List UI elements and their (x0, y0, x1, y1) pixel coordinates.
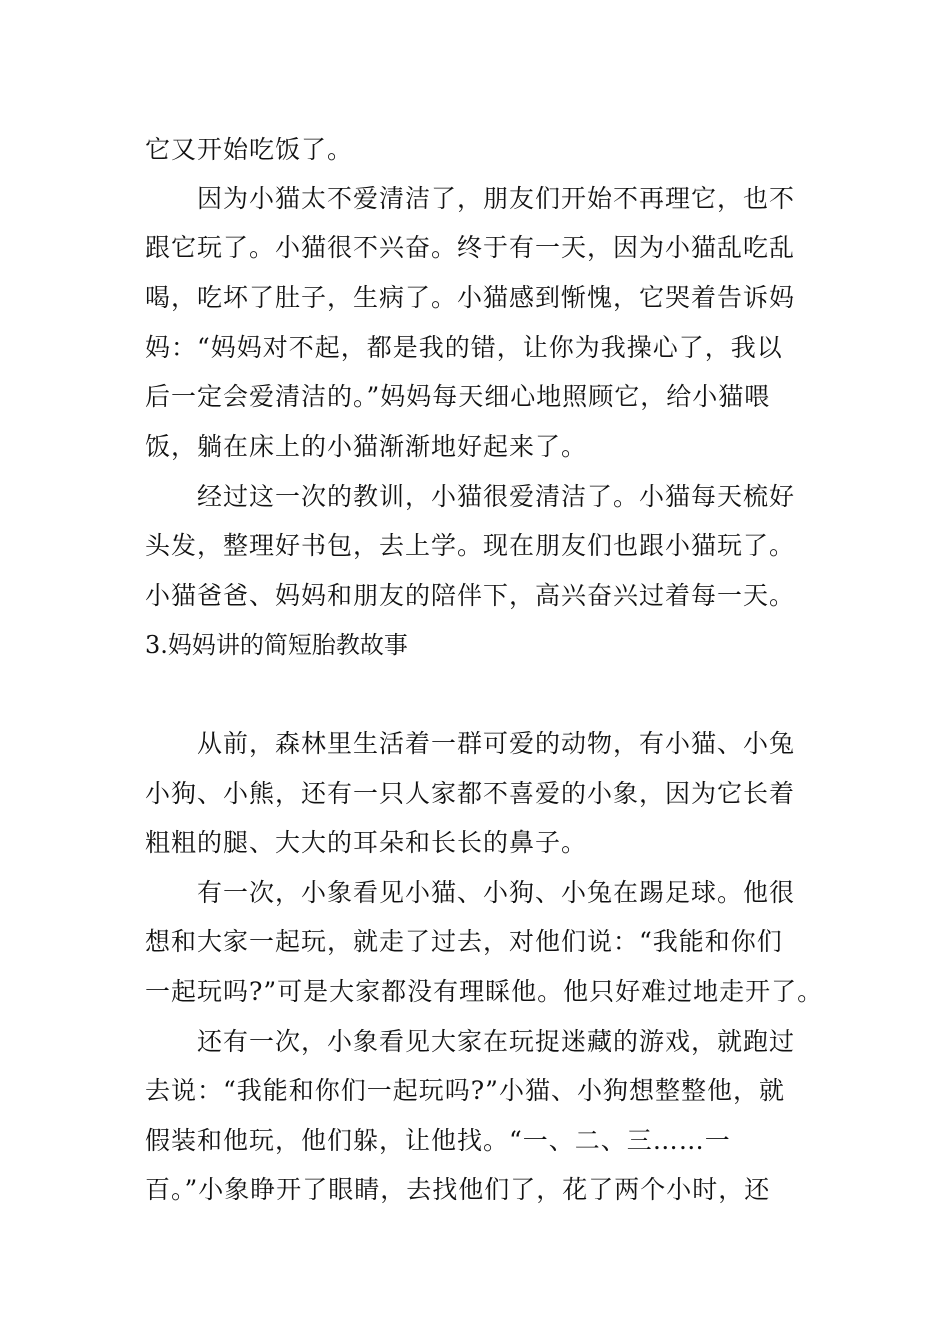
section-heading: 3.妈妈讲的简短胎教故事 (145, 631, 408, 659)
text-line-1: 它又开始吃饭了。 (145, 135, 354, 164)
paragraph-line-20: 假装和他玩，他们躲，让他找。“一、二、三……一 (145, 1126, 731, 1155)
paragraph-line-5: 妈：“妈妈对不起，都是我的错，让你为我操心了，我以 (145, 333, 783, 362)
paragraph-line-10: 小猫爸爸、妈妈和朋友的陪伴下，高兴奋兴过着每一天。 (145, 581, 796, 610)
paragraph-line-4: 喝，吃坏了肚子，生病了。小猫感到惭愧，它哭着告诉妈 (145, 283, 796, 312)
paragraph-line-6: 后一定会爱清洁的。”妈妈每天细心地照顾它，给小猫喂 (145, 382, 771, 411)
paragraph-line-18: 还有一次，小象看见大家在玩捉迷藏的游戏，就跑过 (197, 1027, 796, 1056)
paragraph-line-17: 一起玩吗?”可是大家都没有理睬他。他只好难过地走开了。 (145, 977, 824, 1006)
paragraph-line-21: 百。”小象睁开了眼睛，去找他们了，花了两个小时，还 (145, 1175, 771, 1204)
paragraph-line-19: 去说：“我能和你们一起玩吗?”小猫、小狗想整整他，就 (145, 1076, 785, 1105)
paragraph-line-12: 从前，森林里生活着一群可爱的动物，有小猫、小兔 (197, 729, 796, 758)
paragraph-line-2: 因为小猫太不爱清洁了，朋友们开始不再理它，也不 (197, 184, 796, 213)
paragraph-line-13: 小狗、小熊，还有一只人家都不喜爱的小象，因为它长着 (145, 779, 796, 808)
paragraph-line-7: 饭，躺在床上的小猫渐渐地好起来了。 (145, 432, 588, 461)
paragraph-line-14: 粗粗的腿、大大的耳朵和长长的鼻子。 (145, 828, 588, 857)
paragraph-line-9: 头发，整理好书包，去上学。现在朋友们也跟小猫玩了。 (145, 531, 796, 560)
paragraph-line-15: 有一次，小象看见小猫、小狗、小兔在踢足球。他很 (197, 878, 796, 907)
paragraph-line-8: 经过这一次的教训，小猫很爱清洁了。小猫每天梳好 (197, 482, 796, 511)
paragraph-line-16: 想和大家一起玩，就走了过去，对他们说：“我能和你们 (145, 927, 783, 956)
paragraph-line-3: 跟它玩了。小猫很不兴奋。终于有一天，因为小猫乱吃乱 (145, 233, 796, 262)
